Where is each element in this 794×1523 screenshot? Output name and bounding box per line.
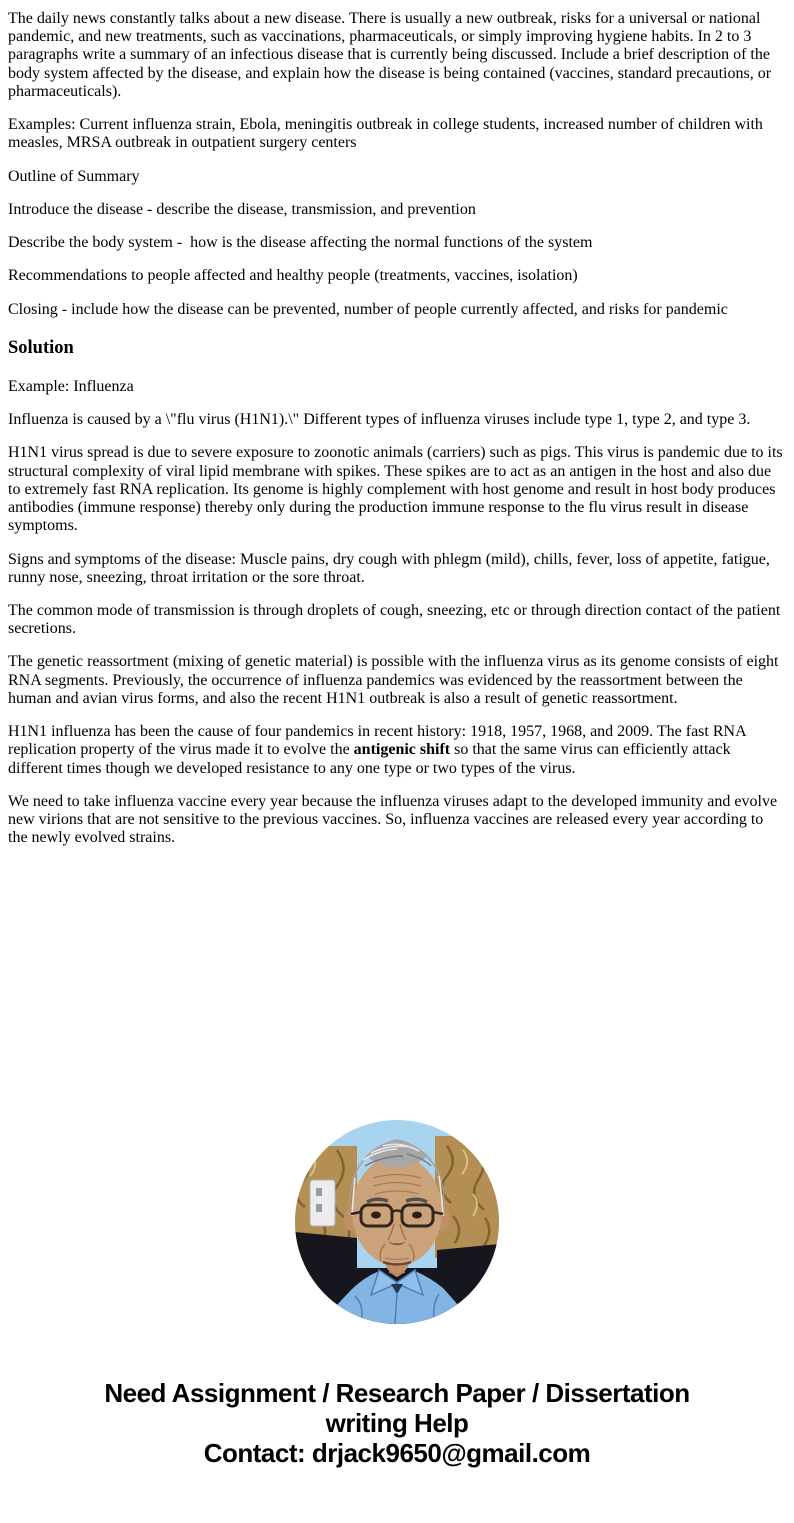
assignment-intro-paragraph: The daily news constantly talks about a new disease. There is usually a new outbreak, risks for a universal or national pandemic, and new treatments, such as vaccinations, pharmaceuticals, or simply improving hygiene habits. In 2 to 3 paragraphs write a summary of an infectious disease that is currently being discussed. Include a brief description of the body system affected by the disease, and explain how the disease is being contained (vaccines, standard precautions, or pharmaceuticals).	[8, 10, 772, 100]
assignment-examples-paragraph: Examples: Current influenza strain, Ebola, meningitis outbreak in college students, increased number of children with measles, MRSA outbreak in outpatient surgery centers	[8, 116, 763, 152]
outline-item-closing: Closing - include how the disease can be prevented, number of people currently affected, and risks for pandemic	[8, 300, 728, 318]
solution-paragraph-spread: H1N1 virus spread is due to severe exposure to zoonotic animals (carriers) such as pigs. This virus is pandemic due to its structural complexity of viral lipid membrane with spikes. These spikes are to act as an antigen in the host and also due to extremely fast RNA replication. Its genome is highly complement with host genome and result in host body produces antibodies (immune response) thereby only during the production immune response to the flu virus result in disease symptoms.	[8, 444, 783, 535]
solution-paragraph-transmission: The common mode of transmission is through droplets of cough, sneezing, etc or through direction contact of the patient secretions.	[8, 602, 781, 638]
photo-switch-plate	[310, 1180, 335, 1226]
solution-paragraph-vaccine: We need to take influenza vaccine every year because the influenza viruses adapt to the developed immunity and evolve new virions that are not sensitive to the previous vaccines. So, influenza vaccines are released every year according to the newly evolved strains.	[8, 792, 778, 847]
pandemics-text-pre: H1N1 influenza has been the cause of four pandemics in recent history: 1918, 1957, 1968, and 2009. The fast RNA replication property of the virus made it to evolve the	[8, 723, 746, 759]
solution-heading: Solution	[8, 337, 74, 358]
solution-paragraph-reassortment: The genetic reassortment (mixing of genetic material) is possible with the influenza virus as its genome consists of eight RNA segments. Previously, the occurrence of influenza pandemics was evidenced by the reassortment between the human and avian virus forms, and also the recent H1N1 outbreak is also a result of genetic reassortment.	[8, 653, 779, 707]
pandemics-text-post: so that the same virus can efficiently attack different times though we developed resistance to any one type or two types of the virus.	[8, 741, 731, 777]
solution-paragraph-pandemics	[8, 723, 786, 778]
photo-curtain-right	[435, 1136, 499, 1258]
solution-paragraph-types: Influenza is caused by a \"flu virus (H1N1).\" Different types of influenza viruses include type 1, type 2, and type 3.	[8, 411, 751, 429]
solution-paragraph-signs: Signs and symptoms of the disease: Muscle pains, dry cough with phlegm (mild), chills, fever, loss of appetite, fatigue, runny nose, sneezing, throat irritation or the sore throat.	[8, 550, 770, 586]
outline-title: Outline of Summary	[8, 167, 140, 185]
footer-contact-email: Contact: drjack9650@gmail.com	[203, 1437, 591, 1468]
solution-example-label: Example: Influenza	[8, 377, 134, 395]
outline-item-recommendations: Recommendations to people affected and healthy people (treatments, vaccines, isolation)	[8, 267, 578, 285]
profile-photo	[295, 1120, 499, 1324]
profile-photo-image	[295, 1120, 499, 1324]
footer-title-line2: writing Help	[325, 1407, 469, 1438]
outline-item-introduce: Introduce the disease - describe the disease, transmission, and prevention	[8, 200, 476, 218]
outline-item-body-system: Describe the body system - how is the disease affecting the normal functions of the system	[8, 234, 593, 252]
footer-title-line1: Need Assignment / Research Paper / Dissertation	[104, 1377, 690, 1408]
footer-banner	[0, 1378, 794, 1468]
antigenic-shift-bold-text: antigenic shift	[353, 741, 451, 759]
